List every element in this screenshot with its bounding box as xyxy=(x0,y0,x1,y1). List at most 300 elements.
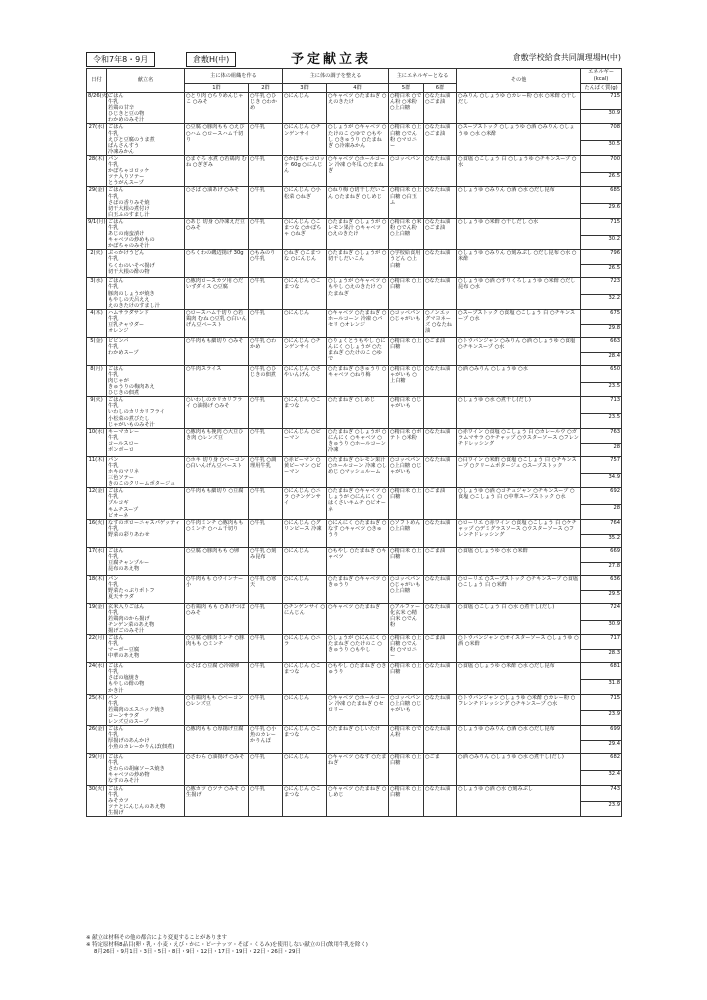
group6-cell: ○ごま油 xyxy=(424,547,457,575)
group5-cell: ○精白米 ○じゃがいも ○上白糖 xyxy=(389,365,424,396)
group1-cell: ○まぐろ 水煮 ○若鶏肉 むね ○ぎぎみ xyxy=(185,155,249,186)
menu-row xyxy=(87,337,622,352)
energy-value: 681 xyxy=(581,663,622,680)
group6-cell: ○なたね油 xyxy=(424,365,457,396)
menu-name-cell: パン 牛乳 ホキのマリネ 三色ソテー きのこのクリームポタージュ xyxy=(107,456,185,487)
group5-cell: ○精白米 ○上白糖 xyxy=(389,488,424,519)
group4-cell: ○キャベツ ○ホールコーン 冷凍 ○冬瓜 ○たまねぎ xyxy=(327,155,389,186)
group6-cell: ○なたね油 ○ごま油 xyxy=(424,93,457,124)
menu-name-cell: 玄米入りごはん 牛乳 若鶏肉のから揚げ チンゲン菜のあえ物 揚げごのみそ汁 xyxy=(107,603,185,634)
group5-cell: ○学校給食用うどん ○上白糖 xyxy=(389,250,424,278)
group6-cell: ○なたね油 xyxy=(424,250,457,278)
menu-row xyxy=(87,547,622,562)
group1-cell: ○若鶏肉もも ○ベーコン ○レンズ豆 xyxy=(185,694,249,725)
group1-cell: ○牛肉スライス xyxy=(185,365,249,396)
group1-cell: ○豆腐 ○豚肉ミンチ ○豚肉もも ○ミンチ xyxy=(185,635,249,663)
group2-cell: ○牛乳 xyxy=(249,663,283,694)
other-cell: ○食塩 ○こしょう 白 ○水 ○煮干し(だし) xyxy=(457,603,581,634)
other-cell: ○しょうゆ ○水 ○煮干し(だし) xyxy=(457,397,581,428)
protein-value: 29.8 xyxy=(581,324,622,337)
group5-cell: ○精白米 ○上白糖 xyxy=(389,754,424,785)
group1-cell: ○いわしのカリカリフライ ○油揚げ ○みそ xyxy=(185,397,249,428)
protein-value: 30.9 xyxy=(581,620,622,635)
group2-cell: ○牛乳 ○ひじき ○わかめ xyxy=(249,93,283,124)
col-group-energy: 主にエネルギーとなる xyxy=(389,69,457,84)
group2-cell: ○牛乳 xyxy=(249,754,283,785)
other-cell: ○赤ワイン ○食塩 ○こしょう 白 ○カレールウ ○ガラムマサラ ○ケチャップ ○ウスターソース ○フレンチドレッシング xyxy=(457,428,581,456)
menu-row xyxy=(87,726,622,741)
group4-cell: ○たまねぎ ○しめじ xyxy=(327,397,389,428)
group1-cell: ○ホキ 切り身 ○ベーコン ○白いんげん豆ペースト xyxy=(185,456,249,487)
protein-value: 29.6 xyxy=(581,204,622,219)
group6-cell: ○なたね油 xyxy=(424,278,457,309)
protein-value: 34.9 xyxy=(581,473,622,488)
energy-value: 715 xyxy=(581,218,622,235)
date-cell: 19(金) xyxy=(87,603,107,634)
group1-cell: ○さば ○豆腐 ○冷凍卵 xyxy=(185,663,249,694)
col-g3: 3群 xyxy=(283,84,327,93)
group3-cell: ○にんじん ○チンゲンサイ xyxy=(283,124,327,155)
group5-cell: ○アルファー化玄米 ○精白米 ○でん粉 xyxy=(389,603,424,634)
group6-cell: ○ごま油 xyxy=(424,488,457,519)
energy-value: 723 xyxy=(581,278,622,295)
group4-cell: ○もやし ○たまねぎ ○キャベツ xyxy=(327,547,389,575)
menu-row xyxy=(87,785,622,802)
other-cell: ○しょうゆ ○酒 ○すりくろしょうゆ ○米酢 ○だし昆布 ○水 xyxy=(457,278,581,309)
menu-row xyxy=(87,694,622,711)
energy-value: 764 xyxy=(581,519,622,534)
group5-cell: ○精白米 ○上白糖 ○でん粉 ○マロニー xyxy=(389,124,424,155)
menu-row xyxy=(87,575,622,590)
group4-cell: ○たまねぎ ○きゅうり ○キャベツ ○ねり梅 xyxy=(327,365,389,396)
group1-cell: ○豚カツ ○ツナ ○みそ ○生揚げ xyxy=(185,785,249,816)
menu-name-cell: パン 牛乳 若鶏肉のエスニック焼き コーンサラダ レンズ豆のスープ xyxy=(107,694,185,725)
menu-name-cell: ごはん 牛乳 あじの南蛮漬け キャベツの炒めもの かぼちゃのみそ汁 xyxy=(107,218,185,249)
date-cell: 29(月) xyxy=(87,754,107,785)
other-cell: ○酒 ○みりん ○しょうゆ ○水 xyxy=(457,365,581,396)
group3-cell: ○ねぎ ○こまつな ○にんじん xyxy=(283,250,327,278)
menu-row xyxy=(87,663,622,680)
energy-value: 669 xyxy=(581,547,622,562)
energy-value: 675 xyxy=(581,309,622,324)
other-cell: ○白ワイン ○米酢 ○食塩 ○こしょう 白 ○チキンスープ ○クリームポタージュ ○スープストック xyxy=(457,456,581,487)
col-date: 日付 xyxy=(87,69,107,93)
col-g4: 4群 xyxy=(327,84,389,93)
energy-value: 685 xyxy=(581,187,622,204)
date-cell: 9/1(月) xyxy=(87,218,107,249)
date-cell: 30(火) xyxy=(87,785,107,816)
group2-cell: ○牛乳 xyxy=(249,218,283,249)
group5-cell: ○ソフトめん ○上白糖 xyxy=(389,519,424,547)
col-group-body: 主に体の組織を作る xyxy=(185,69,283,84)
group4-cell: ○ねり梅 ○切干しだいこん ○たまねぎ ○しめじ xyxy=(327,187,389,218)
group5-cell: ○コッペパン ○じゃがいも ○上白糖 xyxy=(389,575,424,603)
group6-cell: ○なたね油 ○ごま油 xyxy=(424,124,457,155)
col-g5: 5群 xyxy=(389,84,424,93)
energy-value: 700 xyxy=(581,155,622,172)
group1-cell: ○若鶏肉 もも ○あげつぼ ○みそ xyxy=(185,603,249,634)
date-cell: 12(金) xyxy=(87,488,107,519)
group4-cell: ○しょうが ○キャベツ ○たけのこ ○ゆで ○もやし ○きゅうり ○たまねぎ ○冷凍みかん xyxy=(327,124,389,155)
group6-cell: ○なたね油 xyxy=(424,603,457,634)
group5-cell: ○コッペパン ○じゃがいも xyxy=(389,309,424,337)
group2-cell: ○牛乳 xyxy=(249,155,283,186)
date-cell: 9(火) xyxy=(87,397,107,428)
kitchen-label: 倉敷H(中) xyxy=(186,52,236,67)
page-title: 予定献立表 xyxy=(291,52,372,67)
group5-cell: ○精白米 ○じゃがいも xyxy=(389,397,424,428)
date-cell: 18(木) xyxy=(87,575,107,603)
group5-cell: ○精白米 ○ポテト ○米粉 xyxy=(389,428,424,456)
protein-value: 29.4 xyxy=(581,741,622,754)
group4-cell: ○たまねぎ ○しょうが ○レモン果汁 ○キャベツ ○えのきたけ xyxy=(327,218,389,249)
group3-cell: ○かぼちゃコロッケ 60g ○にんじん xyxy=(283,155,327,186)
col-group-condition: 主に体の調子を整える xyxy=(283,69,389,84)
group6-cell: ○なたね油 xyxy=(424,785,457,816)
group6-cell: ○なたね油 xyxy=(424,663,457,694)
menu-name-cell: ごはん 牛乳 みそカツ ツナとにんじんのあえ物 生揚げ xyxy=(107,785,185,816)
group3-cell: ○にんじん ○ニラ ○チンゲンサイ xyxy=(283,488,327,519)
group4-cell: ○たまねぎ ○レモン果汁 ○ホールコーン 冷凍 ○しめじ ○マッシュルーム xyxy=(327,456,389,487)
date-cell: 16(火) xyxy=(87,519,107,547)
col-g2: 2群 xyxy=(249,84,283,93)
group2-cell: ○牛乳 ○わかめ xyxy=(249,337,283,365)
menu-name-cell: ごはん 牛乳 さわらの胡麻ソース焼き キャベツの炒め物 なすのみそ汁 xyxy=(107,754,185,785)
menu-row xyxy=(87,155,622,172)
protein-value: 23.5 xyxy=(581,414,622,429)
group4-cell: ○にんにく ○たまねぎ ○なす ○キャベツ ○きゅうり xyxy=(327,519,389,547)
menu-name-cell: ごはん 牛乳 えびと豆腐のうま煮 ぱんさんすう 冷凍みかん xyxy=(107,124,185,155)
group3-cell: ○赤ピーマン ○黄ピーマン ○ピーマン xyxy=(283,456,327,487)
menu-name-cell: なすのボローニャスパゲッティ 牛乳 野菜の彩りあわせ xyxy=(107,519,185,547)
date-cell: 26(金) xyxy=(87,726,107,754)
date-cell: 11(木) xyxy=(87,456,107,487)
other-cell: ○酒 ○みりん ○しょうゆ ○水 ○煮干し(だし) xyxy=(457,754,581,785)
group1-cell: ○とり肉 ○ちりめんじゃこ ○みそ xyxy=(185,93,249,124)
group1-cell: ○豆腐 ○豚肉もも ○えび ○ハム ○ロースハム千切り xyxy=(185,124,249,155)
menu-row xyxy=(87,456,622,473)
group4-cell: ○しょうが ○キャベツ ○もやし ○えのきたけ ○たまねぎ xyxy=(327,278,389,309)
group4-cell: ○キャベツ ○たまねぎ ○しめじ xyxy=(327,785,389,816)
group6-cell: ○なたね油 xyxy=(424,694,457,725)
group5-cell: ○精白米 ○でん粉 ○米粉 ○上白糖 xyxy=(389,93,424,124)
group2-cell: ○牛乳 xyxy=(249,603,283,634)
group5-cell: ○精白米 ○上白糖 ○でん粉 ○マロニー xyxy=(389,635,424,663)
date-cell: 27(水) xyxy=(87,124,107,155)
group6-cell: ○ごま油 xyxy=(424,337,457,365)
protein-value: 28 xyxy=(581,505,622,520)
group5-cell: ○精白米 ○上白糖 ○白玉ふ xyxy=(389,187,424,218)
col-energy: エネルギー(kcal) xyxy=(581,69,622,84)
menu-row xyxy=(87,365,622,382)
group5-cell: ○精白米 ○上白糖 xyxy=(389,547,424,575)
group2-cell: ○牛乳 xyxy=(249,309,283,337)
group4-cell: ○たまねぎ ○しょうが ○にんにく ○キャベツ ○きゅうり ○ホールコーン 冷凍 xyxy=(327,428,389,456)
group3-cell: ○にんじん ○こまつな xyxy=(283,663,327,694)
group2-cell: ○牛乳 ○小魚のカレーかりんぽ xyxy=(249,726,283,754)
group3-cell: ○にんじん ○こまつな xyxy=(283,397,327,428)
group6-cell: ○なたね油 xyxy=(424,155,457,186)
date-cell: 2(火) xyxy=(87,250,107,278)
menu-name-cell: ハムサラダサンド 牛乳 豆乳チャウダー オレンジ xyxy=(107,309,185,337)
energy-value: 715 xyxy=(581,93,622,110)
menu-row xyxy=(87,519,622,534)
protein-value: 23.5 xyxy=(581,382,622,397)
energy-value: 757 xyxy=(581,456,622,473)
protein-value: 27.8 xyxy=(581,562,622,575)
other-cell: ○食塩 ○しょうゆ ○水 ○米酢 xyxy=(457,547,581,575)
protein-value: 30.2 xyxy=(581,235,622,250)
group5-cell: ○精白米 ○でん粉 xyxy=(389,726,424,754)
group4-cell: ○キャベツ ○なす ○たまねぎ xyxy=(327,754,389,785)
group1-cell: ○豚肉もも挽肉 ○大豆ひき肉 ○レンズ豆 xyxy=(185,428,249,456)
group5-cell: ○コッペパン ○上白糖 ○じゃがいも xyxy=(389,694,424,725)
group3-cell: ○にんじん ○こまつな xyxy=(283,726,327,754)
date-cell: 3(水) xyxy=(87,278,107,309)
menu-table xyxy=(86,68,622,817)
group1-cell: ○豆腐 ○豚肉もも ○卵 xyxy=(185,547,249,575)
group1-cell: ○牛肉もも細切り ○みそ xyxy=(185,337,249,365)
group6-cell: ○なたね油 xyxy=(424,519,457,547)
group5-cell: ○コッペパン xyxy=(389,155,424,186)
menu-name-cell: ごはん 牛乳 いわしのカリカリフライ 小松菜の煮びたし じゃがいものみそ汁 xyxy=(107,397,185,428)
other-cell: ○トウバンジャン ○オイスターソース ○しょうゆ ○酒 ○米酢 xyxy=(457,635,581,663)
group1-cell: ○豚肉ロースカツ用 ○だいずダイス ○豆腐 xyxy=(185,278,249,309)
group2-cell: ○牛乳 xyxy=(249,519,283,547)
protein-value: 32.4 xyxy=(581,770,622,785)
energy-value: 692 xyxy=(581,488,622,505)
group2-cell: ○もみのり ○牛乳 xyxy=(249,250,283,278)
menu-name-cell: ごはん 牛乳 さばの香りみそ焼 切干大根の煮付け 白玉ふのすまし汁 xyxy=(107,187,185,218)
other-cell: ○しょうゆ ○みりん ○酒 ○水 ○だし昆布 xyxy=(457,187,581,218)
group3-cell: ○にんじん ○グリンピース 冷凍 xyxy=(283,519,327,547)
period-label: 令和7年8・9月 xyxy=(86,52,155,67)
group6-cell: ○なたね油 xyxy=(424,726,457,754)
energy-value: 699 xyxy=(581,726,622,741)
col-protein: たんぱく質(g) xyxy=(581,84,622,93)
protein-value: 26.5 xyxy=(581,172,622,187)
menu-name-cell: キーマカレー 牛乳 コールスロー ボンボーロ xyxy=(107,428,185,456)
protein-value: 28.3 xyxy=(581,650,622,663)
menu-row xyxy=(87,397,622,414)
energy-value: 796 xyxy=(581,250,622,265)
other-cell: ○スープストック ○しょうゆ ○酒 ○みりん ○しょうゆ ○水 ○米酢 xyxy=(457,124,581,155)
energy-value: 636 xyxy=(581,575,622,590)
group5-cell: ○精白米 ○上白糖 xyxy=(389,785,424,816)
menu-name-cell: ごはん 牛乳 若鶏の甘辛 ひじきと豆の物 わかめのみそ汁 xyxy=(107,93,185,124)
group1-cell: ○ロースハム千切り ○若鶏肉 むね ○豆乳 ○白いんげん豆ペースト xyxy=(185,309,249,337)
energy-value: 724 xyxy=(581,603,622,620)
group1-cell: ○牛肉もも ○ウインナー 小 xyxy=(185,575,249,603)
other-cell: ○食塩 ○しょうゆ ○米酢 ○水 ○だし昆布 xyxy=(457,663,581,694)
group5-cell: ○精白米 ○上白糖 xyxy=(389,278,424,309)
group6-cell: ○なたね油 xyxy=(424,456,457,487)
col-g1: 1群 xyxy=(185,84,249,93)
other-cell: ○しょうゆ ○みりん ○刻みぶし ○だし昆布 ○水 ○米酢 xyxy=(457,250,581,278)
group4-cell: ○りょくとうもやし ○にんにく ○しょうが ○たまねぎ ○たけのこ ○ゆで xyxy=(327,337,389,365)
protein-value: 26.5 xyxy=(581,265,622,278)
header xyxy=(86,52,621,66)
menu-name-cell: ごはん 牛乳 肉じゃが きゅうりの梅肉あえ ひじきの佃煮 xyxy=(107,365,185,396)
group6-cell: ○なたね油 xyxy=(424,428,457,456)
col-g6: 6群 xyxy=(424,84,457,93)
menu-row xyxy=(87,187,622,204)
group5-cell: ○精白米 ○米粉 ○でん粉 ○上白糖 xyxy=(389,218,424,249)
group3-cell: ○にんじん xyxy=(283,754,327,785)
protein-value: 35.2 xyxy=(581,534,622,547)
footer-note: ※ 特定原材料8品目(卵・乳・小麦・えび・かに・ピーナッツ・そば・くるみ)を使用しない献立の日(飲用牛乳を除く) xyxy=(86,942,368,948)
group2-cell: ○牛乳 ○ひじきの佃煮 xyxy=(249,365,283,396)
date-cell: 22(月) xyxy=(87,635,107,663)
menu-body xyxy=(87,93,622,817)
group4-cell: ○たまねぎ ○しょうが ○切干しだいこん xyxy=(327,250,389,278)
menu-name-cell: ごはん 牛乳 プルコギ キムチスープ ビオーネ xyxy=(107,488,185,519)
group1-cell: ○豚肉もも ○厚揚げ豆腐 xyxy=(185,726,249,754)
menu-name-cell: ぶっかけうどん 牛乳 ちくわのいそべ揚げ 切干大根の酢の物 xyxy=(107,250,185,278)
menu-name-cell: パン 牛乳 かぼちゃコロッケ ツナ入りソテー とうがんスープ xyxy=(107,155,185,186)
protein-value: 28.4 xyxy=(581,352,622,365)
energy-value: 713 xyxy=(581,397,622,414)
other-cell: ○しょうゆ ○酒 ○コチュジャン ○チキンスープ ○食塩 ○こしょう 白 ○中華スープストック ○水 xyxy=(457,488,581,519)
group3-cell: ○にんじん ○ニラ xyxy=(283,635,327,663)
group3-cell: ○にんじん ○小松菜 ○ねぎ xyxy=(283,187,327,218)
group3-cell: ○チンゲンサイ ○にんじん xyxy=(283,603,327,634)
group2-cell: ○牛乳 ○刻み昆布 xyxy=(249,547,283,575)
energy-value: 708 xyxy=(581,124,622,141)
group2-cell: ○牛乳 xyxy=(249,187,283,218)
date-cell: 25(木) xyxy=(87,694,107,725)
group4-cell: ○たまねぎ ○しいたけ xyxy=(327,726,389,754)
other-cell: ○しょうゆ ○酒 ○水 ○刻みぶし xyxy=(457,785,581,816)
menu-name-cell: パン 牛乳 野菜たっぷりポトフ 夏天サラダ xyxy=(107,575,185,603)
group3-cell: ○にんじん ○こまつな xyxy=(283,785,327,816)
menu-name-cell: ごはん 牛乳 マーボー豆腐 中華のあえ物 xyxy=(107,635,185,663)
group4-cell: ○キャベツ ○たまねぎ xyxy=(327,603,389,634)
other-cell: ○ローリエ ○赤ワイン ○食塩 ○こしょう 白 ○ケチャップ ○デミグラスソース ○ウスターソース ○フレンチドレッシング xyxy=(457,519,581,547)
other-cell: ○食塩 ○こしょう 白 ○しょうゆ ○チキンスープ ○水 xyxy=(457,155,581,186)
footer-notes xyxy=(86,935,368,956)
footer-note: ※ 献立は材料その他の都合により変更することがあります xyxy=(86,935,227,941)
other-cell: ○みりん ○しょうゆ ○カレー粉 ○水 ○米酢 ○干しだし xyxy=(457,93,581,124)
menu-name-cell: ごはん 牛乳 厚揚げのあんかけ 小魚のカレーかりんぽ(佃煮) xyxy=(107,726,185,754)
group4-cell: ○もやし ○たまねぎ ○きゅうり xyxy=(327,663,389,694)
group4-cell: ○キャベツ ○たまねぎ ○ホールコーン 冷凍 ○パセリ ○オレンジ xyxy=(327,309,389,337)
group2-cell: ○牛乳 ○調理用牛乳 xyxy=(249,456,283,487)
group4-cell: ○キャベツ ○ホールコーン 冷凍 ○たまねぎ ○セロリー xyxy=(327,694,389,725)
date-cell: 4(木) xyxy=(87,309,107,337)
menu-row xyxy=(87,309,622,324)
group2-cell: ○牛乳 xyxy=(249,428,283,456)
group6-cell: ○ごま油 xyxy=(424,635,457,663)
protein-value: 31.8 xyxy=(581,680,622,695)
group4-cell: ○しょうが ○にんにく ○たまねぎ ○たけのこ ○きゅうり ○もやし xyxy=(327,635,389,663)
protein-value: 23.9 xyxy=(581,711,622,726)
col-other: その他 xyxy=(457,69,581,93)
other-cell: ○しょうゆ ○米酢 ○干しだし ○水 xyxy=(457,218,581,249)
group2-cell: ○牛乳 xyxy=(249,488,283,519)
group6-cell: ○ごま xyxy=(424,754,457,785)
group3-cell: ○にんじん xyxy=(283,309,327,337)
group1-cell: ○牛肉ミンチ ○豚肉もも ○ミンチ ○ハム千切り xyxy=(185,519,249,547)
group1-cell: ○あじ 切身 ○冷凍えだ豆 ○みそ xyxy=(185,218,249,249)
other-cell: ○ローリエ ○スープストック ○チキンスープ ○食塩 ○こしょう 白 ○米酢 xyxy=(457,575,581,603)
group3-cell: ○にんじん xyxy=(283,575,327,603)
other-cell: ○トウバンジャン ○みりん ○酒 ○しょうゆ ○食塩 ○チキンスープ ○水 xyxy=(457,337,581,365)
date-cell: 10(水) xyxy=(87,428,107,456)
group2-cell: ○牛乳 xyxy=(249,785,283,816)
group1-cell: ○牛肉もも細切り ○豆腐 xyxy=(185,488,249,519)
group1-cell: ○さば ○油あげ ○みそ xyxy=(185,187,249,218)
group6-cell: ○なたね油 ○ごま油 xyxy=(424,218,457,249)
date-cell: 24(水) xyxy=(87,663,107,694)
other-cell: ○しょうゆ ○みりん ○酒 ○水 ○だし昆布 xyxy=(457,726,581,754)
protein-value: 32.2 xyxy=(581,295,622,310)
group2-cell: ○牛乳 xyxy=(249,124,283,155)
group5-cell: ○精白米 ○上白糖 xyxy=(389,337,424,365)
energy-value: 663 xyxy=(581,337,622,352)
col-menu: 献立名 xyxy=(107,69,185,93)
menu-row xyxy=(87,603,622,620)
group2-cell: ○牛乳 xyxy=(249,694,283,725)
group5-cell: ○精白米 ○上白糖 xyxy=(389,663,424,694)
menu-name-cell: ごはん 牛乳 さばの塩焼き もやしの酢の物 かき汁 xyxy=(107,663,185,694)
group3-cell: ○にんじん xyxy=(283,547,327,575)
group5-cell: ○コッペパン ○上白糖 ○じゃがいも xyxy=(389,456,424,487)
energy-value: 682 xyxy=(581,754,622,771)
group2-cell: ○牛乳 xyxy=(249,278,283,309)
footer-dates: 8月26日・9月1日・3日・5日・8日・9日・12日・17日・19日・22日・26日・29日 xyxy=(94,949,301,955)
group2-cell: ○牛乳 xyxy=(249,635,283,663)
group3-cell: ○にんじん xyxy=(283,694,327,725)
menu-name-cell: ごはん 牛乳 豚肉のしょうが焼き もやしの天呂ええ えのきたけのすまし汁 xyxy=(107,278,185,309)
energy-value: 743 xyxy=(581,785,622,802)
date-cell: 8/26(火) xyxy=(87,93,107,124)
group3-cell: ○にんじん ○さやいんげん xyxy=(283,365,327,396)
menu-row xyxy=(87,93,622,110)
group6-cell: ○なたね油 xyxy=(424,575,457,603)
energy-value: 717 xyxy=(581,635,622,650)
group3-cell: ○にんじん ○チンゲンサイ xyxy=(283,337,327,365)
protein-value: 28 xyxy=(581,443,622,456)
group1-cell: ○ちくわの磯辺揚げ 30g xyxy=(185,250,249,278)
group4-cell: ○たまねぎ ○キャベツ ○きゅうり xyxy=(327,575,389,603)
protein-value: 29.5 xyxy=(581,590,622,603)
energy-value: 715 xyxy=(581,694,622,711)
energy-value: 763 xyxy=(581,428,622,443)
menu-row xyxy=(87,250,622,265)
menu-row xyxy=(87,635,622,650)
other-cell: ○スープストック ○食塩 ○こしょう 白 ○チキンスープ ○水 xyxy=(457,309,581,337)
date-cell: 17(水) xyxy=(87,547,107,575)
group3-cell: ○にんじん ○ピーマン xyxy=(283,428,327,456)
protein-value: 30.9 xyxy=(581,109,622,124)
date-cell: 29(金) xyxy=(87,187,107,218)
date-cell: 28(木) xyxy=(87,155,107,186)
group3-cell: ○にんじん ○こまつな ○かぼちゃ ○ねぎ xyxy=(283,218,327,249)
group1-cell: ○さわら ○油揚げ ○みそ xyxy=(185,754,249,785)
group3-cell: ○にんじん xyxy=(283,93,327,124)
menu-name-cell: ビビンバ 牛乳 わかめスープ xyxy=(107,337,185,365)
organization-label: 倉敷学校給食共同調理場H(中) xyxy=(512,53,621,62)
group2-cell: ○牛乳 ○寒天 xyxy=(249,575,283,603)
date-cell: 8(月) xyxy=(87,365,107,396)
date-cell: 5(金) xyxy=(87,337,107,365)
menu-row xyxy=(87,218,622,235)
group2-cell: ○牛乳 xyxy=(249,397,283,428)
group6-cell xyxy=(424,397,457,428)
group3-cell: ○にんじん ○こまつな xyxy=(283,278,327,309)
menu-row xyxy=(87,488,622,505)
